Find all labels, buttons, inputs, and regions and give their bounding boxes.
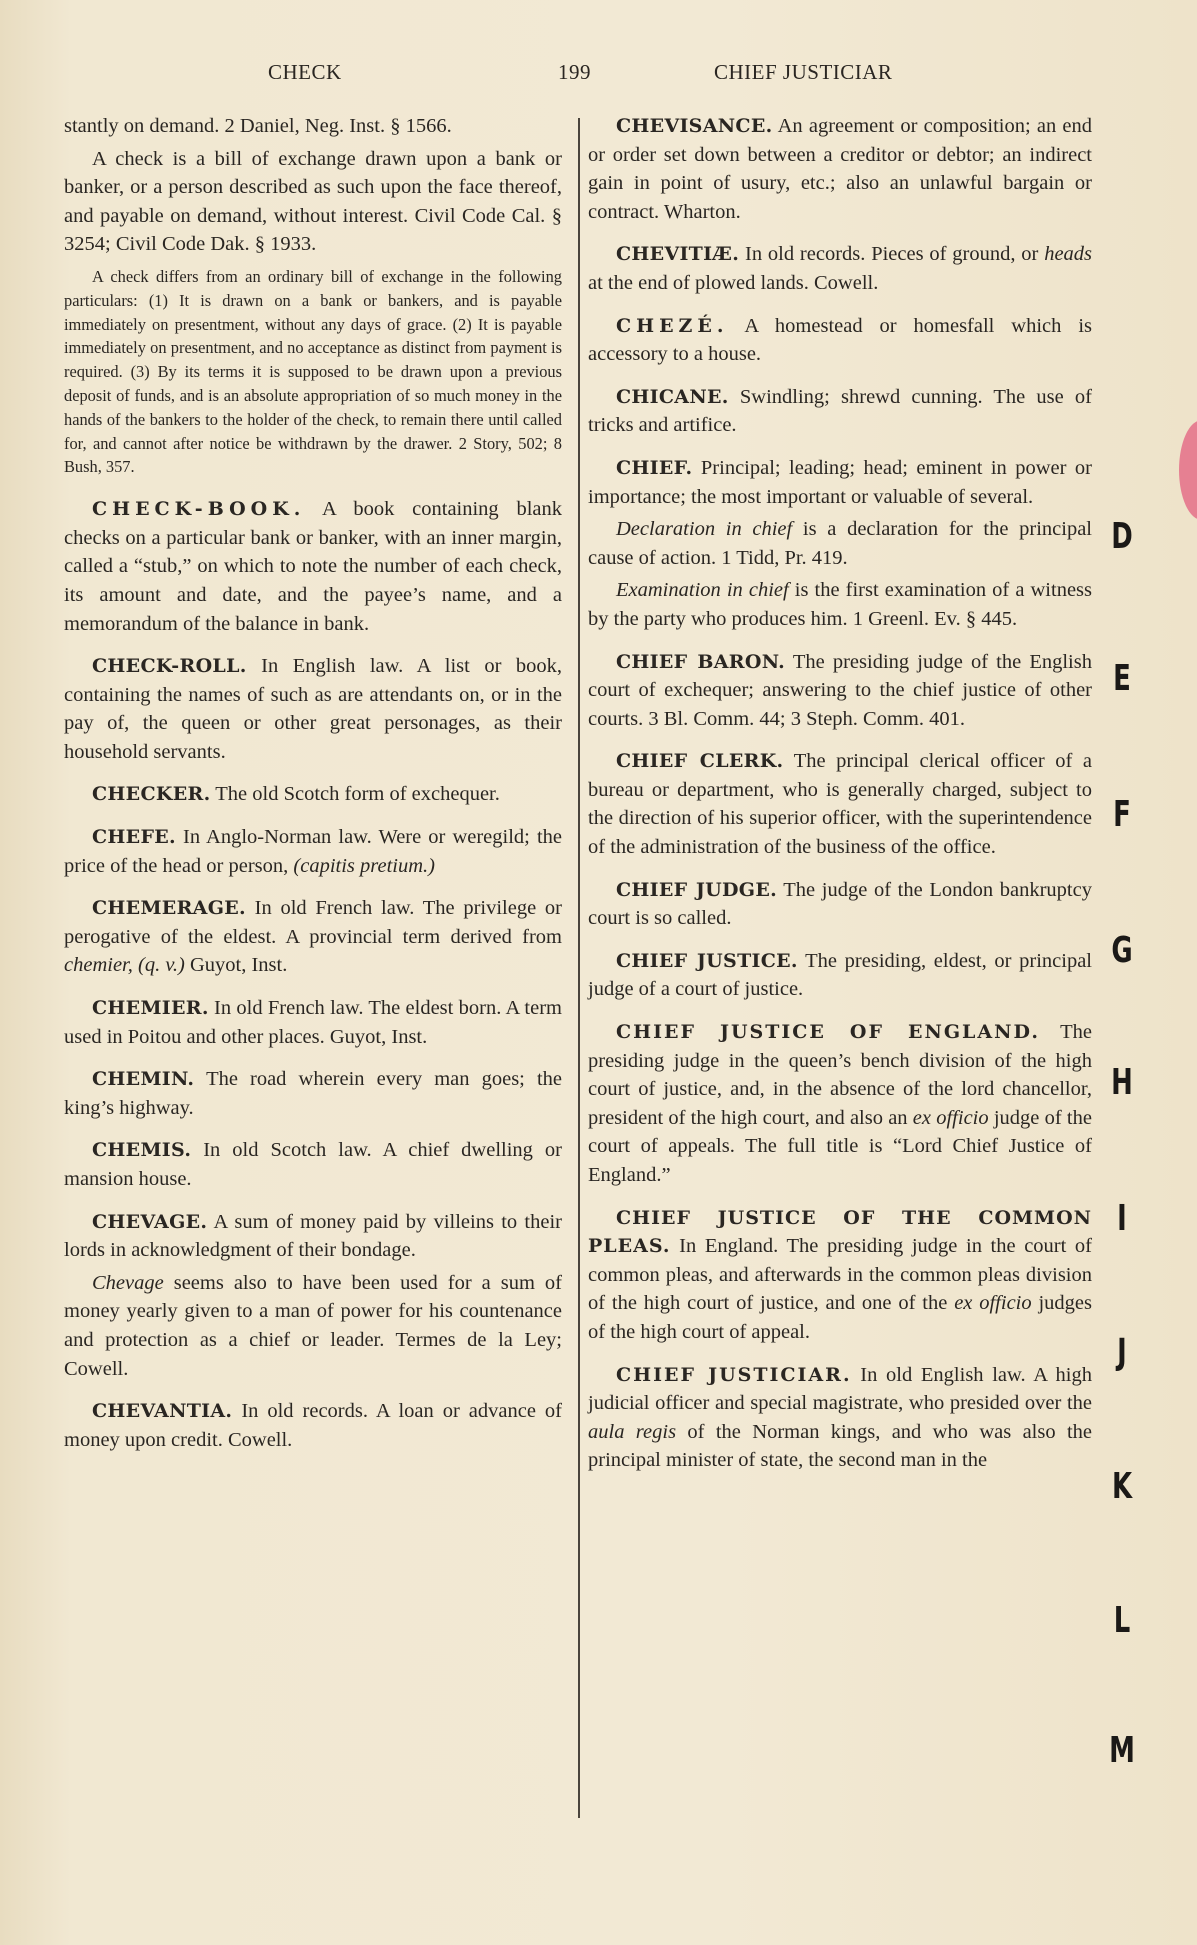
thumb-tab-d: D xyxy=(1111,516,1133,557)
entry-chevisance xyxy=(588,112,1092,226)
entry-paragraph xyxy=(64,145,562,259)
entry-headword: CHIEF JUSTICE. xyxy=(616,949,798,972)
entry-italic: ex officio xyxy=(912,1106,989,1129)
entry-text: is the first examination of a witness by the party who produces him. 1 Greenl. Ev. § 445. xyxy=(588,579,1092,630)
entry-text: The presiding judge in the queen’s bench division of the high court of justice, and, in the absence of the lord chancellor, president of the high court, and also an xyxy=(588,1021,1093,1129)
thumb-tab-i: I xyxy=(1117,1198,1127,1239)
entry-text: In old records. Pieces of ground, or xyxy=(745,243,1039,266)
thumb-tab-j: J xyxy=(1117,1332,1127,1373)
entry-text: In old English law. A high judicial officer and special magistrate, who presided over the xyxy=(588,1363,1092,1415)
entry-text: Swindling; shrewd cunning. The use of tricks and artifice. xyxy=(588,385,1092,437)
entry-text: stantly on demand. 2 Daniel, Neg. Inst. § 1566. xyxy=(64,115,452,137)
entry-chief-baron xyxy=(588,648,1092,734)
thumb-index xyxy=(1104,0,1164,1945)
entry-text: The judge of the London bankruptcy court is so called. xyxy=(588,878,1092,930)
entry-checker xyxy=(64,780,562,809)
entry-text: In Anglo-Norman law. Were or weregild; the price of the head or person, xyxy=(64,826,562,877)
entry-text: Guyot, Inst. xyxy=(189,954,288,977)
entry-chief-clerk xyxy=(588,747,1092,861)
entry-chief-justiciar xyxy=(588,1361,1092,1475)
entry-text: In England. The presiding judge in the court of common pleas, and afterwards in the common pleas division of the high court of justice, and one of the xyxy=(588,1235,1093,1315)
thumb-tab-h: H xyxy=(1111,1062,1133,1103)
entry-text: The old Scotch form of exchequer. xyxy=(215,783,500,806)
entry-text: judge of the court of appeals. The full title is “Lord Chief Justice of England.” xyxy=(588,1106,1092,1186)
entry-headword: CHEMERAGE. xyxy=(92,897,246,920)
page-number: 199 xyxy=(558,60,591,84)
entry-text: In old French law. The privilege or perogative of the eldest. A provincial term derived from xyxy=(64,897,562,948)
entry-italic: (capitis pretium.) xyxy=(293,854,435,877)
header-left-guideword: CHECK xyxy=(268,60,342,84)
entry-text: A book containing blank checks on a particular bank or banker, with an inner margin, called a “stub,” on which to note the number of each check, its amount and date, and the payee’s name, and a memorandum of the balance in bank. xyxy=(64,498,562,635)
entry-examination-in-chief xyxy=(588,576,1092,633)
thumb-tab-g: G xyxy=(1111,930,1133,971)
entry-headword: CHIEF JUSTICIAR. xyxy=(616,1363,852,1386)
entry-chief-justice-of-common-pleas xyxy=(588,1204,1092,1347)
entry-text: In old French law. The eldest born. A term used in Poitou and other places. Guyot, Inst. xyxy=(64,997,563,1048)
thumb-tab-m: M xyxy=(1109,1730,1135,1771)
entry-chefe xyxy=(64,823,562,880)
entry-headword: CHIEF CLERK. xyxy=(616,750,784,773)
entry-headword: CHEMIN. xyxy=(92,1068,195,1091)
thumb-tab-k: K xyxy=(1111,1466,1133,1507)
entry-chemin xyxy=(64,1065,562,1122)
entry-headword: CHECKER. xyxy=(92,783,211,806)
thumb-tab-e: E xyxy=(1113,658,1131,699)
entry-italic: Examination in chief xyxy=(616,579,789,602)
entry-headword: CHICANE. xyxy=(616,385,729,408)
entry-italic: Chevage xyxy=(92,1271,164,1294)
entry-headword: CHIEF BARON. xyxy=(616,650,786,673)
entry-headword: CHEMIS. xyxy=(92,1139,192,1162)
page-edge-marker xyxy=(1179,420,1197,520)
entry-chevitiae xyxy=(588,240,1092,297)
entry-chevage-usage xyxy=(64,1269,562,1383)
entry-headword: CHECK-ROLL. xyxy=(92,655,247,678)
entry-declaration-in-chief xyxy=(588,515,1092,572)
entry-note xyxy=(64,265,562,479)
column-divider xyxy=(578,118,580,1818)
entry-text: is a declaration for the principal cause of action. 1 Tidd, Pr. 419. xyxy=(588,518,1092,569)
entry-text: The presiding, eldest, or principal judge of a court of justice. xyxy=(588,949,1092,1001)
entry-continuation xyxy=(64,112,562,141)
entry-headword: CHEMIER. xyxy=(92,997,209,1020)
entry-text: In old records. A loan or advance of money upon credit. Cowell. xyxy=(64,1400,562,1451)
entry-check-roll xyxy=(64,652,562,766)
entry-italic: aula regis xyxy=(588,1420,677,1443)
entry-italic: ex officio xyxy=(954,1292,1032,1315)
entry-text: Principal; leading; head; eminent in power or importance; the most important or valuable of several. xyxy=(588,456,1092,508)
thumb-tab-f: F xyxy=(1113,794,1131,835)
entry-text: of the Norman kings, and who was also the principal minister of state, the second man in the xyxy=(588,1420,1093,1472)
entry-headword: CHEVAGE. xyxy=(92,1210,208,1233)
entry-headword: CHEFE. xyxy=(92,826,176,849)
entry-headword: CHEVISANCE. xyxy=(616,115,773,137)
entry-headword: CHECK-BOOK. xyxy=(92,498,306,521)
thumb-tab-l: L xyxy=(1113,1600,1131,1641)
entry-chemis xyxy=(64,1136,562,1193)
entry-headword: CHIEF JUSTICE OF ENGLAND. xyxy=(616,1021,1040,1044)
entry-text: In old Scotch law. A chief dwelling or mansion house. xyxy=(64,1139,562,1191)
entry-text: In English law. A list or book, containing the names of such as are attendants on, or in the pay of, the queen or other great personages, as their household servants. xyxy=(64,655,563,763)
entry-chevage xyxy=(64,1208,562,1265)
entry-text: A check is a bill of exchange drawn upon a bank or banker, or a person described as such upon the face thereof, and payable on demand, without interest. Civil Code Cal. § 3254; Civil Code Dak. § 1933. xyxy=(64,147,562,256)
entry-check-book xyxy=(64,495,562,638)
entry-italic: Declaration in chief xyxy=(616,518,793,541)
entry-text: The road wherein every man goes; the king’s highway. xyxy=(64,1068,562,1119)
left-column xyxy=(64,112,562,1468)
entry-headword: CHEZÉ. xyxy=(616,314,729,337)
entry-italic: heads xyxy=(1044,243,1093,266)
entry-text: seems also to have been used for a sum of money yearly given to a man of power for his countenance and protection as a chief or leader. Termes de la Ley; Cowell. xyxy=(64,1271,562,1380)
entry-headword: CHIEF. xyxy=(616,456,693,479)
right-column xyxy=(588,112,1092,1489)
entry-chief-justice xyxy=(588,947,1092,1004)
entry-chemier xyxy=(64,994,562,1051)
entry-chief-justice-of-england xyxy=(588,1018,1092,1190)
entry-italic: chemier, (q. v.) xyxy=(64,954,185,977)
entry-cheze xyxy=(588,312,1092,369)
entry-chief-judge xyxy=(588,876,1092,933)
header-right-guideword: CHIEF JUSTICIAR xyxy=(714,60,893,84)
entry-text: The principal clerical officer of a bureau or department, who is generally charged, subject to the direction of his superior officer, with the superintendence of the administration of the business of the office. xyxy=(588,750,1092,859)
entry-chemerage xyxy=(64,894,562,980)
entry-text: The presiding judge of the English court of exchequer; answering to the chief justice of other courts. 3 Bl. Comm. 44; 3 Steph. Comm. 401. xyxy=(588,650,1092,730)
page-header xyxy=(0,60,1197,90)
entry-text: A sum of money paid by villeins to their lords in acknowledgment of their bondage. xyxy=(64,1210,562,1262)
entry-text: A check differs from an ordinary bill of exchange in the following particulars: (1) It is drawn on a bank or bankers, and is payable immediately on presentment, without any days of grace. (2) It is payable immediately on presentment, and no acceptance as distinct from payment is required. (3) By its terms it is supposed to be drawn upon a previous deposit of funds, and is an absolute appropriation of so much money in the hands of the bankers to the holder of the check, to remain there until called for, and cannot after notice be withdrawn by the drawer. 2 Story, 502; 8 Bush, 357. xyxy=(64,266,562,477)
entry-text: A homestead or homesfall which is accessory to a house. xyxy=(588,314,1092,366)
entry-headword: CHEVANTIA. xyxy=(92,1400,233,1423)
entry-text: judges of the high court of appeal. xyxy=(588,1292,1093,1343)
entry-headword: CHEVITIÆ. xyxy=(616,243,740,266)
entry-text: at the end of plowed lands. Cowell. xyxy=(588,271,879,294)
entry-chevantia xyxy=(64,1397,562,1454)
entry-chicane xyxy=(588,383,1092,440)
entry-text: An agreement or composition; an end or order set down between a creditor or debtor; an indirect gain in point of usury, etc.; also an unlawful bargain or contract. Wharton. xyxy=(588,115,1093,223)
entry-headword: CHIEF JUDGE. xyxy=(616,878,778,901)
entry-headword: CHIEF JUSTICE OF THE COMMON PLEAS. xyxy=(588,1206,1092,1258)
entry-chief xyxy=(588,454,1092,511)
